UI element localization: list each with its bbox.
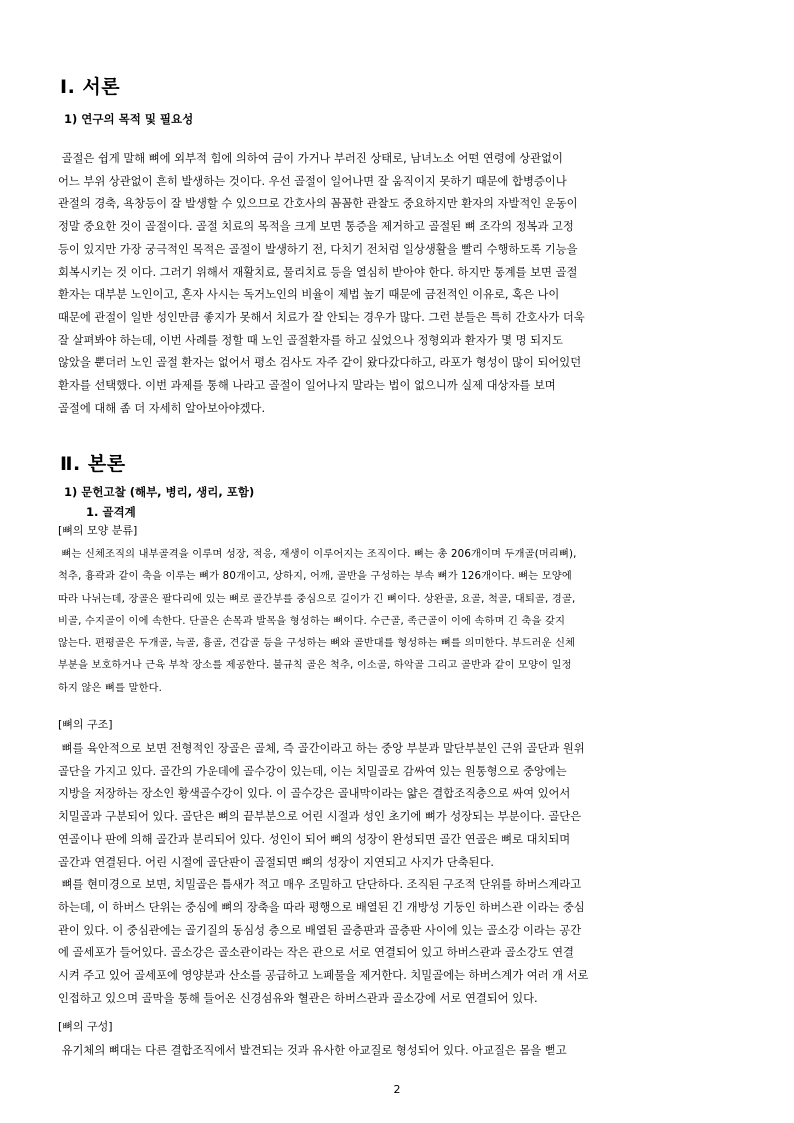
bone-composition-tag: [뼈의 구성] (58, 1020, 113, 1033)
bone-structure-tag: [뼈의 구조] (58, 718, 113, 731)
subsection-2-1-heading: 1) 문헌고찰 (해부, 병리, 생리, 포함) (64, 485, 255, 499)
bone-shape-paragraph: 뼈는 신체조직의 내부골격을 이루며 성장, 적응, 재생이 이루어지는 조직이다. 뼈는 총 206개이며 두개골(머리뼈), 척추, 흉곽과 같이 축을 이루는 뼈가 80개이고, 상하지, 어깨, 골반을 구성하는 부속 뼈가 126개이다. 뼈는 모양에 따라 나뉘는데, 장골은 팔다리에 있는 뼈로 골간부를 중심으로 길이가 긴 뼈이다. 상완골, 요골, 척골, 대퇴골, 경골, 비골, 수지골이 이에 속한다. 단골은 손목과 발목을 형성하는 뼈이다. 수근골, 족근골이 이에 속하며 긴 축을 갖지 않는다. 편평골은 두개골, 늑골, 흉골, 견갑골 등을 구성하는 뼈와 골반대를 형성하는 뼈를 의미한다. 부드러운 신체 부분을 보호하거나 근육 부착 장소를 제공한다. 불규칙 골은 척추, 이소골, 하악골 그리고 골반과 같이 모양이 일정 하지 않은 뼈를 말한다. (58, 549, 577, 694)
section-2-title: Ⅱ. 본론 (60, 453, 126, 475)
section-1-title: Ⅰ. 서론 (60, 76, 121, 98)
bone-shape-tag: [뼈의 모양 분류] (58, 524, 138, 537)
bone-composition-paragraph: 유기체의 뼈대는 다른 결합조직에서 발견되는 것과 유사한 아교질로 형성되어 있다. 아교질은 몸을 뻗고 (58, 1044, 567, 1057)
subsection-2-1-1-heading: 1. 골격계 (86, 505, 136, 519)
intro-paragraph: 골절은 쉽게 말해 뼈에 외부적 힘에 의하여 금이 가거나 부러진 상태로, 남녀노소 어떤 연령에 상관없이 어느 부위 상관없이 흔히 발생하는 것이다. 우선 골절이 일어나면 잘 움직이지 못하기 때문에 합병증이나 관절의 경축, 욕창등이 잘 발생할 수 있으므로 간호사의 꼼꼼한 관찰도 중요하지만 환자의 자발적인 운동이 정말 중요한 것이 골절이다. 골절 치료의 목적을 크게 보면 통증을 제거하고 골절된 뼈 조각의 정복과 고정 등이 있지만 가장 궁극적인 목적은 골절이 발생하기 전, 다치기 전처럼 일상생활을 빨리 수행하도록 기능을 회복시키는 것 이다. 그러기 위해서 재활치료, 물리치료 등을 열심히 받아야 한다. 하지만 통계를 보면 골절 환자는 대부분 노인이고, 혼자 사시는 독거노인의 비율이 제법 높기 때문에 금전적인 이유로, 혹은 나이 때문에 관절이 일반 성인만큼 좋지가 못해서 치료가 잘 안되는 경우가 많다. 그런 분들은 특히 간호사가 더욱 잘 살펴봐야 하는데, 이번 사례를 정할 때 노인 골절환자를 하고 싶었으나 정형외과 환자가 몇 명 되지도 않았을 뿐더러 노인 골절 환자는 없어서 평소 검사도 자주 같이 왔다갔다하고, 라포가 형성이 많이 되어있던 환자를 선택했다. 이번 과제를 통해 나라고 골절이 일어나지 말라는 법이 없으니까 실제 대상자를 보며 골절에 대해 좀 더 자세히 알아보아야겠다. (58, 152, 585, 415)
bone-structure-paragraph: 뼈를 육안적으로 보면 전형적인 장골은 골체, 즉 골간이라고 하는 중앙 부분과 말단부분인 근위 골단과 원위 골단을 가지고 있다. 골간의 가운데에 골수강이 있는데, 이는 치밀골로 감싸여 있는 원통형으로 중앙에는 지방을 저장하는 장소인 황색골수강이 있다. 이 골수강은 골내막이라는 얇은 결합조직층으로 싸여 있어서 치밀골과 구분되어 있다. 골단은 뼈의 끝부분으로 어린 시절과 성인 초기에 뼈가 성장되는 부분이다. 골단은 연골이나 판에 의해 골간과 분리되어 있다. 성인이 되어 뼈의 성장이 완성되면 골간 연골은 뼈로 대치되며 골간과 연결된다. 어린 시절에 골단판이 골절되면 뼈의 성장이 지연되고 사지가 단축된다. 뼈를 현미경으로 보면, 치밀골은 틈새가 적고 매우 조밀하고 단단하다. 조직된 구조적 단위를 하버스계라고 하는데, 이 하버스 단위는 중심에 뼈의 장축을 따라 평행으로 배열된 긴 개방성 기둥인 하버스관 이라는 중심 관이 있다. 이 중심관에는 골기질의 동심성 층으로 배열된 골층판과 골층판 사이에 있는 골소강 이라는 공간 에 골세포가 들어있다. 골소강은 골소관이라는 작은 관으로 서로 연결되어 있고 하버스관과 골소강도 연결 시켜 주고 있어 골세포에 영양분과 산소를 공급하고 노폐물을 제거한다. 치밀골에는 하버스계가 여러 개 서로 인접하고 있으며 골막을 통해 들어온 신경섬유와 혈관은 하버스관과 골소강에 서로 연결되어 있다. (58, 742, 589, 1005)
page-number: 2 (393, 1083, 401, 1096)
subsection-1-1-heading: 1) 연구의 목적 및 필요성 (64, 112, 194, 126)
